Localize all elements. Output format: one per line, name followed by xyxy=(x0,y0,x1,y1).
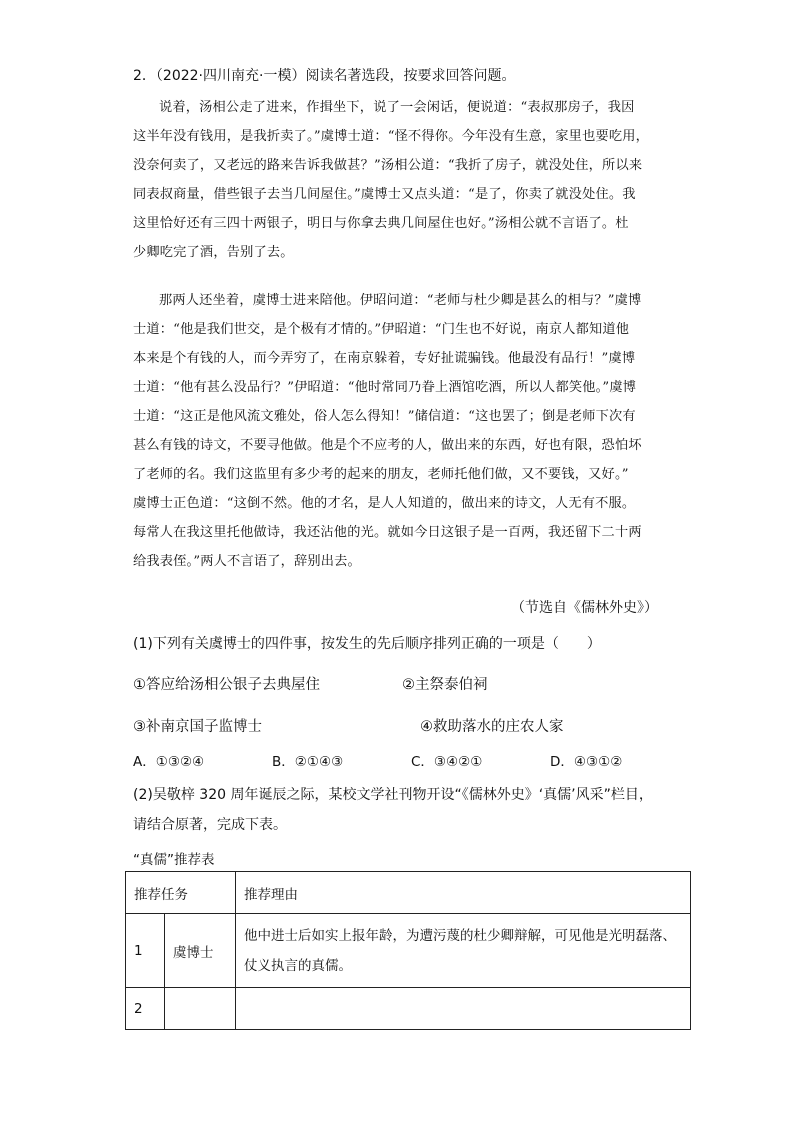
question-source-tag: （2022·四川南充·一模） xyxy=(155,68,306,84)
choice-c[interactable]: C．③④②① xyxy=(411,754,483,770)
header-task: 推荐任务 xyxy=(126,872,236,914)
passage-line: 每常人在我这里托他做诗，我还沾他的光。就如今日这银子是一百两，我还留下二十两 xyxy=(133,525,642,540)
row-name-answer-cell[interactable] xyxy=(165,988,236,1030)
row-index: 2 xyxy=(126,988,165,1030)
event-option-2: ②主祭泰伯祠 xyxy=(402,677,488,693)
passage-line: 这半年没有钱用，是我折卖了。”虞博士道：“怪不得你。今年没有生意，家里也要吃用， xyxy=(133,129,650,144)
passage-line: 给我表侄。”两人不言语了，辞别出去。 xyxy=(133,554,361,569)
passage-line: 甚么有钱的诗文，不要寻他做。他是个不应考的人，做出来的东西，好也有限，恐怕坏 xyxy=(133,438,642,453)
passage-line: 士道：“他有甚么没品行？”伊昭道：“他时常同乃眷上酒馆吃酒，所以人都笑他。”虞博 xyxy=(133,380,637,395)
passage-line: 少卿吃完了酒，告别了去。 xyxy=(133,245,294,260)
row-name: 虞博士 xyxy=(165,914,236,988)
passage-line: 没奈何卖了，又老远的路来告诉我做甚？”汤相公道：“我折了房子，就没处住，所以来 xyxy=(133,158,643,173)
choice-d[interactable]: D．④③①② xyxy=(550,754,623,770)
recommendation-table xyxy=(125,871,691,1030)
question-number: 2． xyxy=(133,68,156,84)
question-header xyxy=(133,66,515,86)
passage-line: 说着，汤相公走了进来，作揖坐下，说了一会闲话，便说道：“表叔那房子，我因 xyxy=(159,100,635,115)
question-prompt: 阅读名著选段，按要求回答问题。 xyxy=(305,68,516,84)
table-header-row xyxy=(126,872,691,914)
passage-line: 虞博士正色道：“这倒不然。他的才名，是人人知道的，做出来的诗文，人无有不服。 xyxy=(133,496,636,511)
passage-line: 那两人还坐着，虞博士进来陪他。伊昭问道：“老师与杜少卿是甚么的相与？”虞博 xyxy=(159,293,642,308)
row-reason xyxy=(236,914,691,988)
table-row[interactable] xyxy=(126,988,691,1030)
event-option-4: ④救助落水的庄农人家 xyxy=(420,719,564,735)
row-index: 1 xyxy=(126,914,165,988)
event-option-3: ③补南京国子监博士 xyxy=(133,719,262,735)
passage-line: 同表叔商量，借些银子去当几间屋住。”虞博士又点头道：“是了，你卖了就没处住。我 xyxy=(133,187,636,202)
subquestion-1-prompt: (1)下列有关虞博士的四件事，按发生的先后顺序排列正确的一项是（ ） xyxy=(133,636,601,652)
passage-paragraph-1 xyxy=(133,93,663,267)
passage-line: 士道：“这正是他风流文雅处，俗人怎么得知！”储信道：“这也罢了；倒是老师下次有 xyxy=(133,409,636,424)
passage-paragraph-2 xyxy=(133,286,663,576)
passage-line: 这里恰好还有三四十两银子，明日与你拿去典几间屋住也好。”汤相公就不言语了。杜 xyxy=(133,216,629,231)
passage-line: 本来是个有钱的人，而今弄穷了，在南京躲着，专好扯谎骗钱。他最没有品行！”虞博 xyxy=(133,351,636,366)
row-reason-answer-cell[interactable] xyxy=(236,988,691,1030)
row-reason-line: 仗义执言的真儒。 xyxy=(244,957,352,974)
table-row xyxy=(126,914,691,988)
header-reason: 推荐理由 xyxy=(236,872,691,914)
row-reason-line: 他中进士后如实上报年龄，为遭污蔑的杜少卿辩解，可见他是光明磊落、 xyxy=(244,927,676,944)
choice-a[interactable]: A．①③②④ xyxy=(133,754,205,770)
event-option-1: ①答应给汤相公银子去典屋住 xyxy=(133,677,320,693)
subquestion-2-prompt-line2: 请结合原著，完成下表。 xyxy=(133,817,287,833)
passage-line: 了老师的名。我们这监里有多少考的起来的朋友，老师托他们做，又不要钱，又好。” xyxy=(133,467,629,482)
passage-source: （节选自《儒林外史》） xyxy=(511,600,658,616)
table-caption: “真儒”推荐表 xyxy=(133,852,215,868)
passage-line: 士道：“他是我们世交，是个极有才情的。”伊昭道：“门生也不好说，南京人都知道他 xyxy=(133,322,630,337)
choice-b[interactable]: B．②①④③ xyxy=(272,754,344,770)
subquestion-2-prompt-line1: (2)吴敬梓 320 周年诞辰之际，某校文学社刊物开设“《儒林外史》‘真儒’风采”栏目， xyxy=(133,787,653,803)
